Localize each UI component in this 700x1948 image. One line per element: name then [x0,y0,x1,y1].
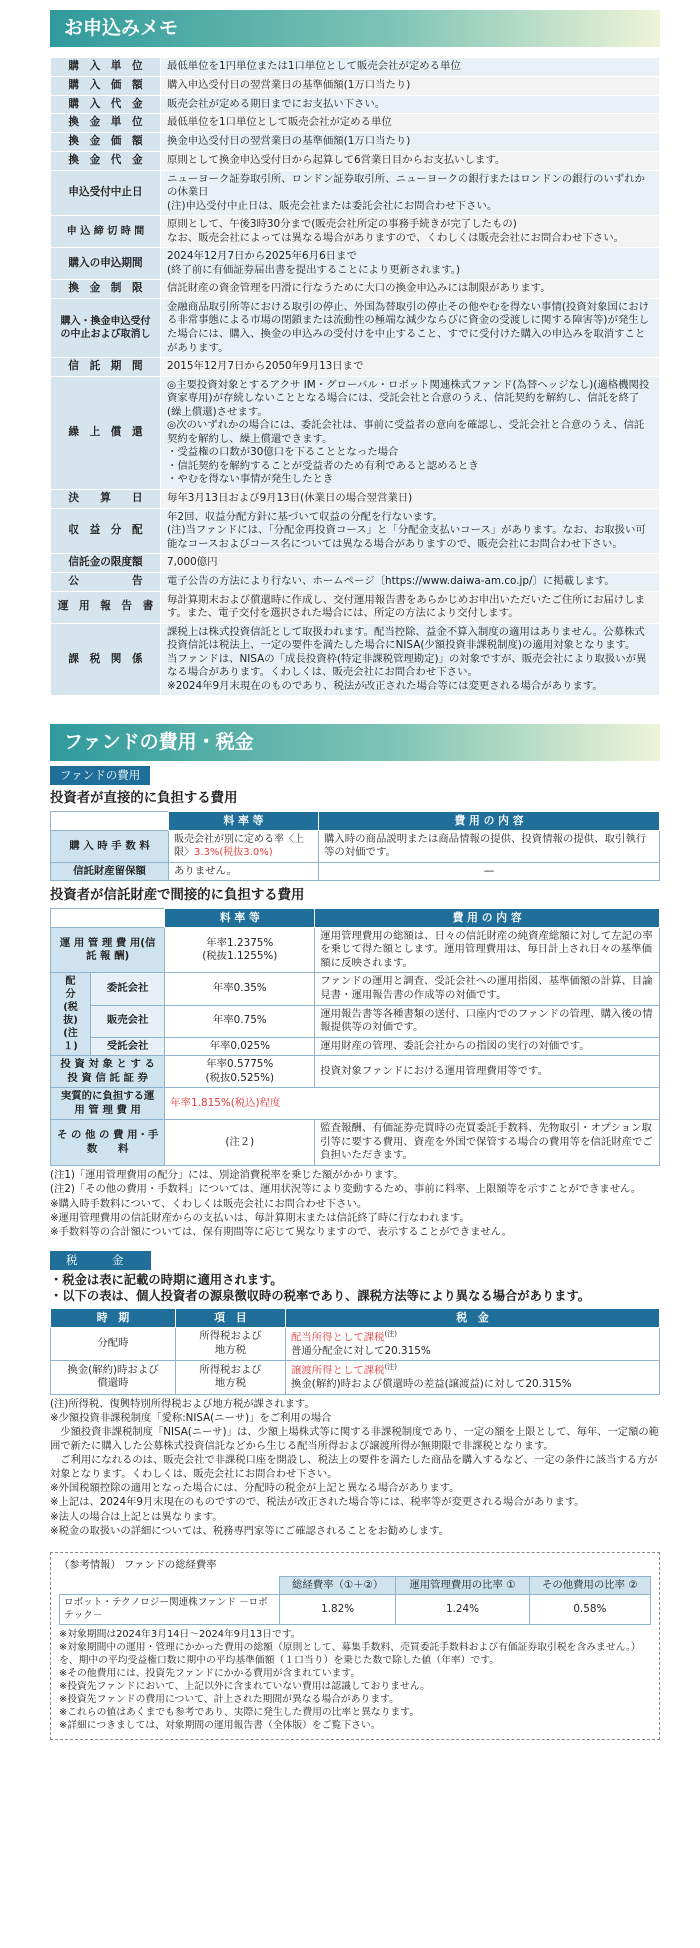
memo-value: 最低単位を1円単位または1口単位として販売会社が定める単位 [161,58,660,77]
memo-key: 繰 上 償 還 [51,376,161,489]
table-row [51,358,660,377]
table-row: 配 分 (税抜) (注１) 委託会社 年率0.35% ファンドの運用と調査、受託会社への運用指図、基準価額の計算、目論見書・運用報告書の作成等の対価です。 [51,973,660,1005]
table-row: 受託会社 年率0.025% 運用財産の管理、委託会社からの指図の実行の対価です。 [51,1037,660,1056]
table-row [51,151,660,170]
tax-bullet: ・税金は表に記載の時期に適用されます。 [50,1272,283,1287]
memo-value: 2024年12月7日から2025年6月6日まで (終了前に有価証券届出書を提出することにより更新されます。) [161,248,660,280]
table-row: 販売会社 年率0.75% 運用報告書等各種書類の送付、口座内でのファンドの管理、購入後の情報提供等の対価です。 [51,1005,660,1037]
memo-value: 毎年3月13日および9月13日(休業日の場合翌営業日) [161,489,660,508]
memo-key: 購 入 価 額 [51,76,161,95]
memo-key: 収 益 分 配 [51,508,161,554]
memo-key: 換 金 価 額 [51,133,161,152]
expense-ratio-title: （参考情報） ファンドの総経費率 [59,1559,217,1572]
memo-value: 毎計算期末および償還時に作成し、交付運用報告書をあらかじめお申出いただいたご住所にお届けします。また、電子交付を選択された場合には、所定の方法により交付します。 [161,591,660,623]
table-row [51,216,660,248]
memo-value: ◎主要投資対象とするアクサ IM・グローバル・ロボット関連株式ファンド(為替ヘッジなし)(適格機関投資家専用)が存続しないこととなる場合には、受託会社と合意のうえ、信託契約を解約し、信託を終了(繰上償還)させます。 ◎次のいずれかの場合には、委託会社は、事前に受益者の意向を確認し、受託会社と合意のうえ、信託契約を解約し、繰上償還できます。 ・受益権の口数が30億口を下ることとなった場合 ・信託契約を解約することが受益者のため有利であると認めるとき ・やむを得ない事情が発生したとき [161,376,660,489]
memo-key: 購入の申込期間 [51,248,161,280]
memo-value: 販売会社が定める期日までにお支払い下さい。 [161,95,660,114]
table-row [51,114,660,133]
memo-key: 課 税 関 係 [51,623,161,696]
table-row: 運 用 管 理 費 用(信 託 報 酬) 年率1.2375% (税抜1.1255%) 運用管理費用の総額は、日々の信託財産の純資産総額に対して左記の率を乗じて得た額とします。運用管理費用は、毎日計上され日々の基準価額に反映されます。 [51,927,660,973]
memo-value: 金融商品取引所等における取引の停止、外国為替取引の停止その他やむを得ない事情(投資対象国における非常事態による市場の閉鎖または流動性の極端な減少ならびに資金の受渡しに関する障害等)が発生した場合には、購入、換金の申込みの受付けを中止すること、すでに受付けた購入の申込みを取消すことがあります。 [161,298,660,357]
table-row [51,133,660,152]
table-row: 換金(解約)時および 償還時 所得税および 地方税 譲渡所得として課税$^{(注)}$ 換金(解約)時および償還時の差益(譲渡益)に対して20.315% [51,1361,660,1395]
table-row [51,554,660,573]
memo-value: 信託財産の資金管理を円滑に行なうために大口の換金申込みには制限があります。 [161,280,660,299]
table-row [51,76,660,95]
memo-value: 7,000億円 [161,554,660,573]
table-row: 購 入 時 手 数 料 販売会社が別に定める率〈上限〉3.3%(税抜3.0%) 購入時の商品説明または商品情報の提供、投資情報の提供、取引執行等の対価です。 [51,830,660,862]
expense-ratio-table: 総経費率（①＋②） 運用管理費用の比率 ① その他費用の比率 ② ロボット・テクノロジー関連株ファンド －ロボテック－ 1.82% 1.24% 0.58% [59,1576,651,1625]
table-row [51,508,660,554]
memo-key: 換 金 代 金 [51,151,161,170]
table-row [51,58,660,77]
expense-ratio-notes: ※対象期間は2024年3月14日～2024年9月13日です。 ※対象期間中の運用・管理にかかった費用の総額（原則として、募集手数料、売買委託手数料および有価証券取引税を含みません。）を、期中の平均受益権口数に期中の平均基準価額（１口当り）を乗じた数で除した値（年率）です。 ※その他費用には、投資先ファンドにかかる費用が含まれています。 ※投資先ファンドにおいて、上記以外に含まれていない費用は認識しておりません。 ※投資先ファンドの費用について、計上された期間が異なる場合があります。 ※これらの値はあくまでも参考であり、実際に発生した費用の比率と異なります。 ※詳細につきましては、対象期間の運用報告書（全体版）をご覧下さい。 [59,1629,641,1731]
table-row: 実質的に負担する運 用 管 理 費 用 年率1.815%(税込)程度 [51,1088,660,1120]
table-row [51,280,660,299]
memo-key: 購入・換金申込受付の中止および取消し [51,298,161,357]
table-row: 分配時 所得税および 地方税 配当所得として課税$^{(注)}$ 普通分配金に対して20.315% [51,1327,660,1361]
memo-key: 公 告 [51,573,161,592]
memo-table [50,57,660,696]
tax-table: 時 期 項 目 税 金 分配時 所得税および 地方税 配当所得として課税$^{(注)}$ 普通分配金に対して20.315% 換金(解約)時および 償還時 所得税および 地方税 譲渡所得として課税$^{(注)}$ 換金(解約)時および償還時の差益(譲渡益)に対して20.315% [50,1308,660,1395]
table-row: 信託財産留保額 ありません。 — [51,862,660,881]
memo-value: 購入申込受付日の翌営業日の基準価額(1万口当たり) [161,76,660,95]
memo-key: 換 金 制 限 [51,280,161,299]
memo-key: 購 入 単 位 [51,58,161,77]
memo-value: ニューヨーク証券取引所、ロンドン証券取引所、ニューヨークの銀行またはロンドンの銀行のいずれかの休業日 (注)申込受付中止日は、販売会社または委託会社にお問合わせ下さい。 [161,170,660,216]
table-row [51,376,660,489]
memo-key: 換 金 単 位 [51,114,161,133]
memo-key: 信 託 期 間 [51,358,161,377]
memo-value: 原則として、午後3時30分まで(販売会社所定の事務手続きが完了したもの) なお、販売会社によっては異なる場合がありますので、くわしくは販売会社にお問合わせ下さい。 [161,216,660,248]
table-row: そ の 他 の 費 用・手 数 料 (注２) 監査報酬、有価証券売買時の売買委託手数料、先物取引・オプション取引等に要する費用、資産を外国で保管する場合の費用等を信託財産でご負担いただきます。 [51,1120,660,1166]
table-row [51,170,660,216]
table-row: 投 資 対 象 と す る投 資 信 託 証 券 年率0.5775% (税抜0.525%) 投資対象ファンドにおける運用管理費用等です。 [51,1056,660,1088]
table-row [51,248,660,280]
memo-key: 運 用 報 告 書 [51,591,161,623]
memo-value: 原則として換金申込受付日から起算して6営業日目からお支払いします。 [161,151,660,170]
table-row [51,623,660,696]
tax-bullet: ・以下の表は、個人投資者の源泉徴収時の税率であり、課税方法等により異なる場合があります。 [50,1288,591,1303]
memo-title: お申込みメモ [50,10,660,47]
table-row: ロボット・テクノロジー関連株ファンド －ロボテック－ 1.82% 1.24% 0.58% [60,1595,651,1625]
indirect-cost-table: 料 率 等 費 用 の 内 容 運 用 管 理 費 用(信 託 報 酬) 年率1.2375% (税抜1.1255%) 運用管理費用の総額は、日々の信託財産の純資産総額に対して左記の率を乗じて得た額とします。運用管理費用は、毎日計上され日々の基準価額に反映されます。 配 分 (税抜) (注１) 委託会社 年率0.35% ファンドの運用と調査、受託会社への運用指図、基準価額の計算、目論見書・運用報告書の作成等の対価です。 販売会社 年率0.75% 運用報告書等各種書類の送付、口座内でのファンドの管理、購入後の情報提供等の対価です。 受託会社 年率0.025% 運用財産の管理、委託会社からの指図の実行の対価です。 投 資 対 象 と す る投 資 信 託 証 券 年率0.5775% (税抜0.525%) 投資対象ファンドにおける運用管理費用等です。 実質的に負担する運 用 管 理 費 用 年率1.815%(税込)程度 そ の 他 の 費 用・手 数 料 (注２) 監査報酬、有価証券売買時の売買委託手数料、先物取引・オプション取引等に要する費用、資産を外国で保管する場合の費用等を信託財産でご負担いただきます。 [50,908,660,1166]
memo-value: 換金申込受付日の翌営業日の基準価額(1万口当たり) [161,133,660,152]
memo-value: 年2回、収益分配方針に基づいて収益の分配を行ないます。 (注)当ファンドには、「分配金再投資コース」と「分配金支払いコース」があります。なお、お取扱い可能なコースおよびコース名については異なる場合がありますので、販売会社にお問合わせ下さい。 [161,508,660,554]
memo-key: 決 算 日 [51,489,161,508]
tax-tag: 税 金 [50,1251,151,1270]
fees-notes: (注1)「運用管理費用の配分」には、別途消費税率を乗じた額がかかります。 (注2)「その他の費用・手数料」については、運用状況等により変動するため、事前に料率、上限額等を示すことができません。 ※購入時手数料について、くわしくは販売会社にお問合わせ下さい。 ※運用管理費用の信託財産からの支払いは、毎計算期末または信託終了時に行なわれます。 ※手数料等の合計額については、保有期間等に応じて異なりますので、表示することができません。 [50,1168,642,1239]
memo-value: 最低単位を1口単位として販売会社が定める単位 [161,114,660,133]
expense-ratio-box [50,1552,660,1739]
memo-key: 申 込 締 切 時 間 [51,216,161,248]
table-row [51,489,660,508]
tax-notes: (注)所得税、復興特別所得税および地方税が課されます。 ※少額投資非課税制度「愛称:NISA(ニーサ)」をご利用の場合 少額投資非課税制度「NISA(ニーサ)」は、少額上場株式等に関する非課税制度であり、一定の額を上限として、毎年、一定額の範囲で新たに購入した公募株式投資信託などから生じる配当所得および譲渡所得が無期限で非課税となります。 ご利用になれるのは、販売会社で非課税口座を開設し、税法上の要件を満たした商品を購入するなど、一定の条件に該当する方が対象となります。くわしくは、販売会社にお問合わせ下さい。 ※外国税額控除の適用となった場合には、分配時の税金が上記と異なる場合があります。 ※上記は、2024年9月末現在のものですので、税法が改正された場合等には、税率等が変更される場合があります。 ※法人の場合は上記とは異なります。 ※税金の取扱いの詳細については、税務専門家等にご確認されることをお勧めします。 [50,1397,659,1538]
memo-value: 課税上は株式投資信託として取扱われます。配当控除、益金不算入制度の適用はありません。公募株式投資信託は税法上、一定の要件を満たした場合にNISA(少額投資非課税制度)の適用対象となります。 当ファンドは、NISAの「成長投資枠(特定非課税管理勘定)」の対象ですが、販売会社により取扱いが異なる場合があります。くわしくは、販売会社にお問合わせ下さい。 ※2024年9月末現在のものであり、税法が改正された場合等には変更される場合があります。 [161,623,660,696]
fees-tag: ファンドの費用 [50,766,150,785]
memo-key: 購 入 代 金 [51,95,161,114]
table-row [51,591,660,623]
indirect-cost-title: 投資者が信託財産で間接的に負担する費用 [50,888,305,904]
fees-title: ファンドの費用・税金 [50,724,660,761]
direct-cost-table: 料 率 等 費 用 の 内 容 購 入 時 手 数 料 販売会社が別に定める率〈上限〉3.3%(税抜3.0%) 購入時の商品説明または商品情報の提供、投資情報の提供、取引執行等の対価です。 信託財産留保額 ありません。 — [50,811,660,882]
memo-value: 2015年12月7日から2050年9月13日まで [161,358,660,377]
memo-key: 信託金の限度額 [51,554,161,573]
direct-cost-title: 投資者が直接的に負担する費用 [50,791,238,807]
table-row [51,298,660,357]
memo-value: 電子公告の方法により行ない、ホームページ〔https://www.daiwa-am.co.jp/〕に掲載します。 [161,573,660,592]
table-row [51,573,660,592]
table-row [51,95,660,114]
memo-key: 申込受付中止日 [51,170,161,216]
